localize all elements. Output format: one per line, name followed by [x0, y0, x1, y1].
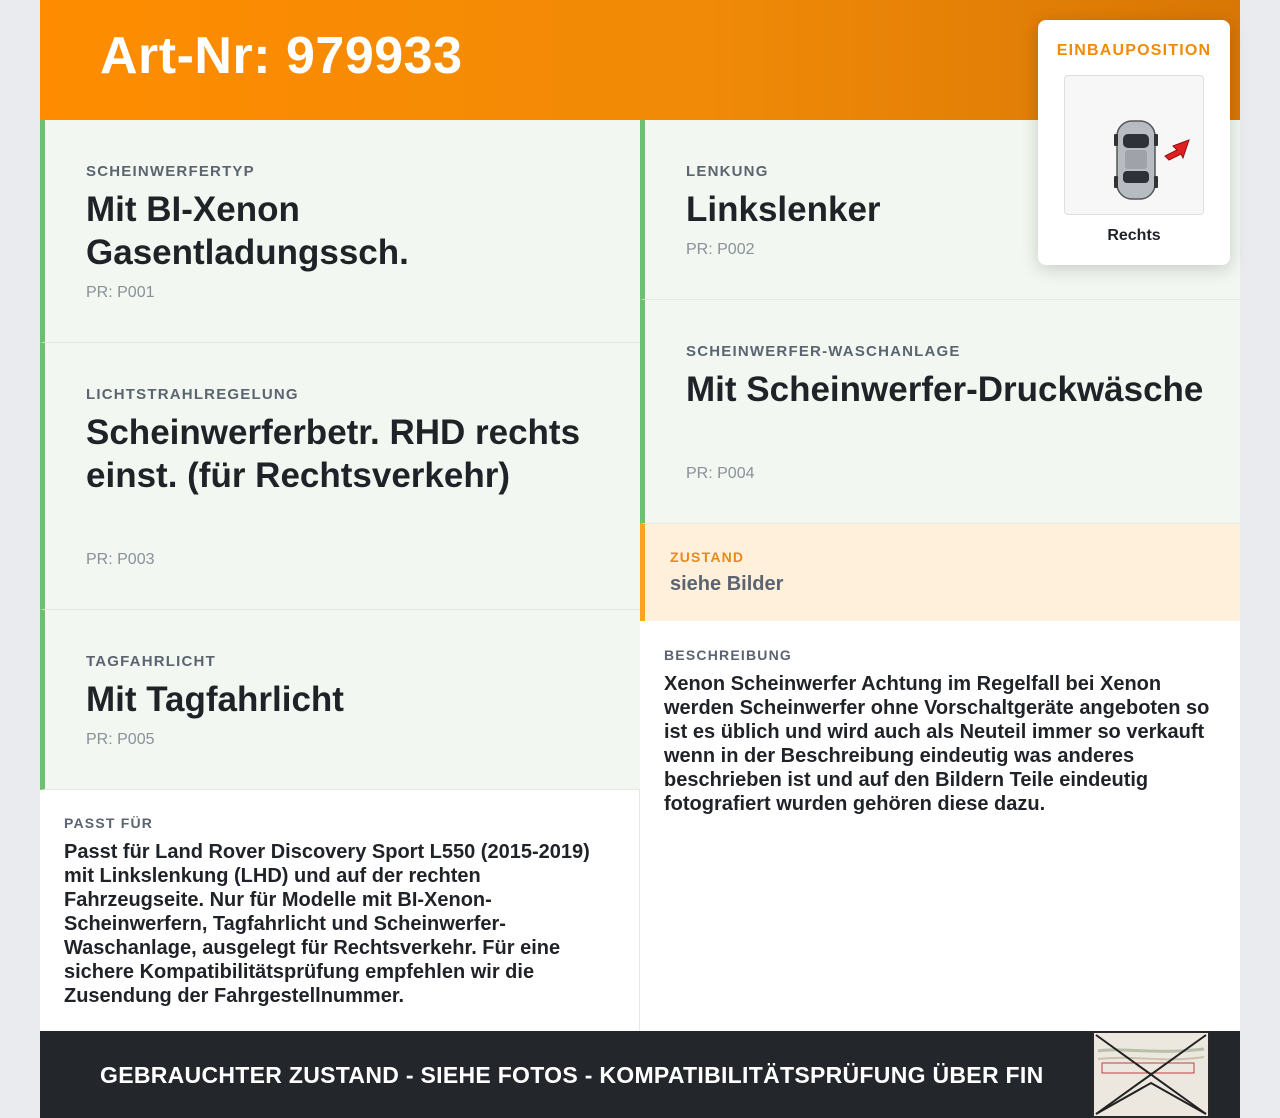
feature-value: Mit BI-Xenon Gasentladungssch.: [86, 190, 409, 272]
feature-scheinwerfer-waschanlage: [640, 300, 1240, 524]
feature-pr-code: PR: P001: [86, 284, 155, 301]
zustand-value: siehe Bilder: [670, 573, 784, 595]
beschreibung-section: [664, 647, 1214, 816]
passt-fuer-section: [64, 815, 616, 1008]
einbauposition-label: EINBAUPOSITION: [1056, 42, 1212, 59]
feature-label: LICHTSTRAHLREGELUNG: [86, 386, 299, 403]
column-divider: [639, 790, 640, 1031]
passt-fuer-label: PASST FÜR: [64, 815, 154, 831]
feature-value: Linkslenker: [686, 190, 881, 229]
feature-label: SCHEINWERFER-WASCHANLAGE: [686, 343, 961, 360]
feature-tagfahrlicht: [40, 610, 640, 790]
feature-label: SCHEINWERFERTYP: [86, 163, 255, 180]
feature-lichtstrahlregelung: [40, 343, 640, 610]
zustand-label: ZUSTAND: [670, 549, 745, 565]
feature-value: Scheinwerferbetr. RHD rechts einst. (für Rechtsverkehr): [86, 413, 581, 495]
feature-pr-code: PR: P005: [86, 731, 155, 748]
einbauposition-side: Rechts: [1107, 227, 1161, 244]
footer-text: GEBRAUCHTER ZUSTAND - SIEHE FOTOS - KOMPATIBILITÄTSPRÜFUNG ÜBER FIN: [100, 1062, 1044, 1088]
feature-label: TAGFAHRLICHT: [86, 653, 216, 670]
passt-fuer-text: Passt für Land Rover Discovery Sport L550 (2015-2019) mit Linkslenkung (LHD) und auf der rechten Fahrzeugseite. Nur für Modelle mit BI-Xenon-Scheinwerfern, Tagfahrlicht und Scheinwerfer-Waschanlage, ausgelegt für Rechtsverkehr. Für eine sichere Kompatibilitätsprüfung empfehlen wir die Zusendung der Fahrgestellnummer.: [64, 841, 590, 1007]
footer-bar: [40, 1031, 1240, 1118]
car-top-view-icon: [1064, 75, 1204, 215]
feature-pr-code: PR: P003: [86, 551, 155, 568]
feature-pr-code: PR: P004: [686, 465, 755, 482]
feature-value: Mit Tagfahrlicht: [86, 680, 344, 719]
zustand-box: [640, 524, 1240, 621]
einbauposition-card: [1038, 20, 1230, 265]
feature-scheinwerfertyp: [40, 120, 640, 343]
envelope-stamp-icon: [1092, 1031, 1210, 1118]
beschreibung-text: Xenon Scheinwerfer Achtung im Regelfall bei Xenon werden Scheinwerfer ohne Vorschaltgeräte angeboten so ist es üblich und wird auch als Neuteil immer so verkauft wenn in der Beschreibung eindeutig was anderes beschrieben ist und auf den Bildern Teile eindeutig fotografiert wurden gehören diese dazu.: [664, 673, 1210, 815]
feature-pr-code: PR: P002: [686, 241, 755, 258]
article-number-title: Art-Nr: 979933: [100, 27, 463, 85]
feature-label: LENKUNG: [686, 163, 769, 180]
feature-value: Mit Scheinwerfer-Druckwäsche: [686, 370, 1204, 409]
beschreibung-label: BESCHREIBUNG: [664, 647, 792, 663]
